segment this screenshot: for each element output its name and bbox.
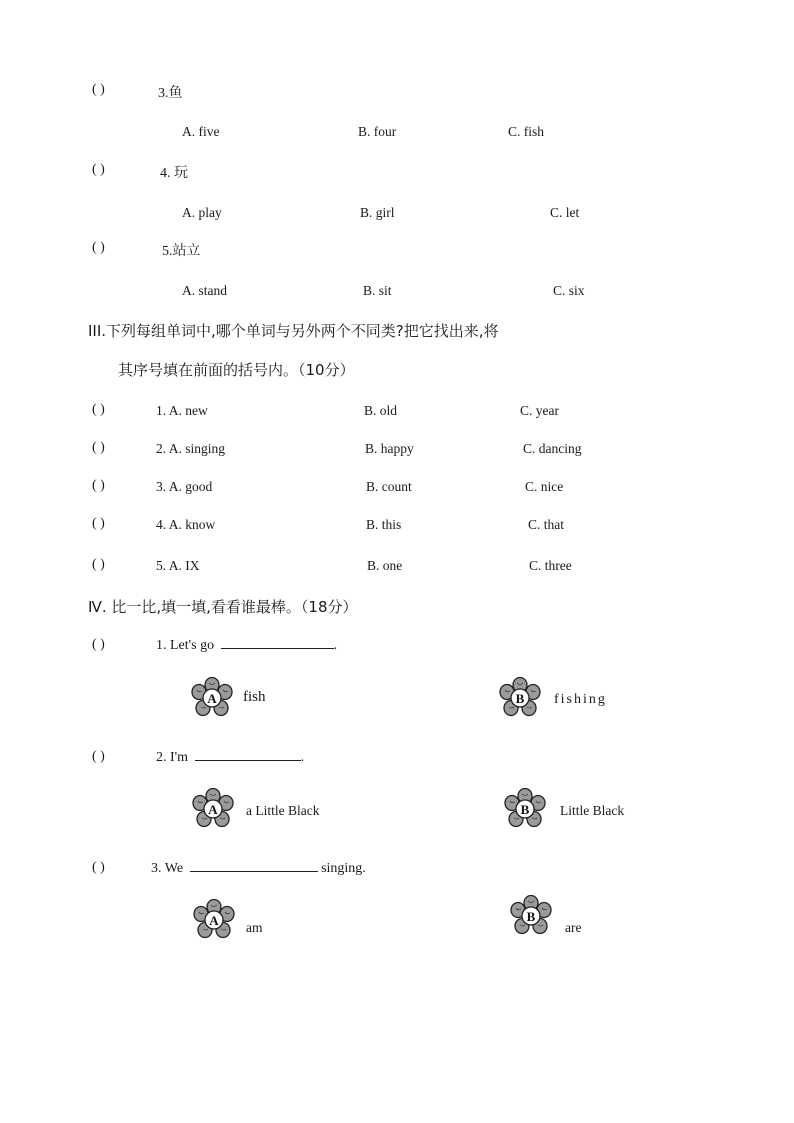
question-4-1	[156, 637, 337, 654]
option-3-1-a: 1. A. new	[156, 403, 208, 418]
question-4-1-stem: 1. Let's go	[156, 638, 215, 653]
question-4-3-end: singing.	[321, 861, 366, 876]
option-2-4-a: A. play	[182, 205, 222, 220]
answer-paren-3-2[interactable]: ( )	[92, 440, 105, 455]
question-4-2-end: .	[300, 750, 305, 765]
option-3-3-c: C. nice	[525, 479, 564, 494]
option-2-5-a: A. stand	[182, 283, 227, 298]
flower-letter: B	[520, 802, 530, 817]
flower-b-badge-icon	[503, 788, 547, 830]
answer-paren-3-3[interactable]: ( )	[92, 478, 105, 493]
flower-b-badge-icon	[498, 677, 542, 719]
flower-letter: A	[207, 691, 217, 706]
flower-letter: A	[209, 913, 219, 928]
option-3-2-c: C. dancing	[523, 441, 582, 456]
question-2-3-stem: 3.鱼	[158, 86, 183, 101]
option-2-3-c: C. fish	[508, 124, 545, 139]
blank-line[interactable]	[221, 637, 334, 649]
answer-paren-4-2[interactable]: ( )	[92, 749, 105, 764]
flower-b-badge-icon	[509, 895, 553, 937]
flower-a-badge-icon	[192, 899, 236, 941]
blank-line[interactable]	[190, 860, 318, 872]
option-2-3-a: A. five	[182, 124, 220, 139]
flower-icon	[498, 677, 542, 719]
answer-paren-2-3[interactable]: ( )	[92, 82, 105, 97]
option-4-1-a-text: fish	[243, 689, 266, 705]
option-2-4-b: B. girl	[360, 205, 395, 220]
option-3-2-a: 2. A. singing	[156, 441, 226, 456]
option-4-2-b-text: Little Black	[560, 803, 625, 818]
option-2-3-b: B. four	[358, 124, 397, 139]
option-3-1-c: C. year	[520, 403, 559, 418]
option-3-4-b: B. this	[366, 517, 402, 532]
option-3-4-a: 4. A. know	[156, 517, 216, 532]
option-3-4-c: C. that	[528, 517, 564, 532]
flower-a-badge-icon	[190, 677, 234, 719]
answer-paren-3-5[interactable]: ( )	[92, 557, 105, 572]
option-4-2-a-text: a Little Black	[246, 803, 320, 818]
option-4-3-a-text: am	[246, 920, 263, 935]
option-3-2-b: B. happy	[365, 441, 414, 456]
question-4-2	[156, 749, 304, 766]
option-3-1-b: B. old	[364, 403, 398, 418]
section-3-title-line1: III.下列每组单词中,哪个单词与另外两个不同类?把它找出来,将	[88, 322, 499, 340]
blank-line[interactable]	[195, 749, 301, 761]
question-4-2-stem: 2. I'm	[156, 750, 189, 765]
option-2-4-c: C. let	[550, 205, 580, 220]
option-2-5-b: B. sit	[363, 283, 392, 298]
section-4-title: Ⅳ. 比一比,填一填,看看谁最棒。（18分）	[88, 598, 358, 616]
flower-letter: B	[526, 909, 536, 924]
option-3-5-c: C. three	[529, 558, 572, 573]
question-2-5-stem: 5.站立	[162, 244, 201, 259]
question-4-3-stem: 3. We	[151, 861, 184, 876]
question-4-3	[151, 860, 366, 877]
option-3-3-a: 3. A. good	[156, 479, 213, 494]
answer-paren-2-5[interactable]: ( )	[92, 240, 105, 255]
flower-letter: A	[208, 802, 218, 817]
question-2-4-stem: 4. 玩	[160, 166, 188, 181]
option-3-5-b: B. one	[367, 558, 403, 573]
flower-icon	[190, 677, 234, 719]
flower-icon	[191, 788, 235, 830]
flower-a-badge-icon	[191, 788, 235, 830]
question-4-1-end: .	[333, 638, 338, 653]
flower-icon	[503, 788, 547, 830]
option-2-5-c: C. six	[553, 283, 585, 298]
answer-paren-4-1[interactable]: ( )	[92, 637, 105, 652]
option-4-1-b-text: fishing	[554, 692, 607, 707]
option-3-3-b: B. count	[366, 479, 412, 494]
flower-letter: B	[515, 691, 525, 706]
answer-paren-3-1[interactable]: ( )	[92, 402, 105, 417]
section-3-title-line2: 其序号填在前面的括号内。（10分）	[118, 361, 355, 379]
answer-paren-4-3[interactable]: ( )	[92, 860, 105, 875]
option-4-3-b-text: are	[565, 920, 582, 935]
answer-paren-2-4[interactable]: ( )	[92, 162, 105, 177]
flower-icon	[192, 899, 236, 941]
flower-icon	[509, 895, 553, 937]
option-3-5-a: 5. A. IX	[156, 558, 200, 573]
answer-paren-3-4[interactable]: ( )	[92, 516, 105, 531]
